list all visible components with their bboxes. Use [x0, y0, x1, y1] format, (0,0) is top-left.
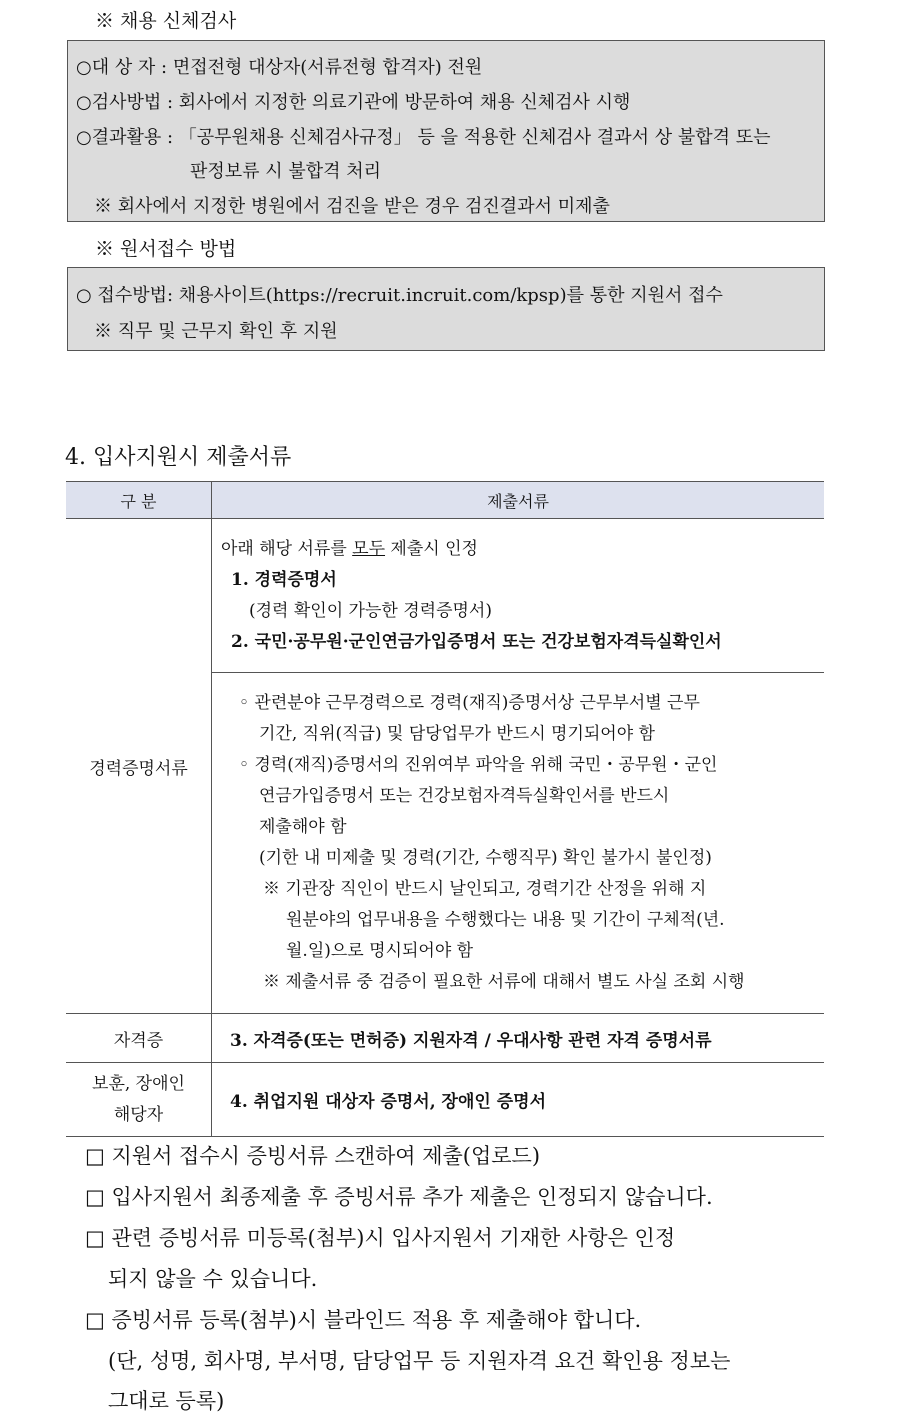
- career-notes-cell: [212, 673, 825, 1014]
- veteran-label: 보훈, 장애인 해당자: [66, 1063, 212, 1137]
- career-note-line: (기한 내 미제출 및 경력(기간, 수행직무) 확인 불가시 불인정): [259, 848, 712, 868]
- career-item-1-note: (경력 확인이 가능한 경력증명서): [249, 600, 492, 621]
- application-heading: ※ 원서접수 방법: [95, 238, 237, 260]
- career-note-line: 월.일)으로 명시되어야 함: [286, 941, 474, 961]
- table-row: [66, 1014, 824, 1063]
- cert-docs: 3. 자격증(또는 면허증) 지원자격 / 우대사항 관련 자격 증명서류: [212, 1014, 825, 1063]
- footer-note: □ 입사지원서 최종제출 후 증빙서류 추가 제출은 인정되지 않습니다.: [85, 1185, 713, 1209]
- career-docs-cell: [212, 519, 825, 673]
- section-title: 4. 입사지원시 제출서류: [65, 445, 292, 470]
- application-method: ○ 접수방법: 채용사이트(https://recruit.incruit.com/kpsp)를 통한 지원서 접수: [76, 285, 723, 306]
- table-header-documents: 제출서류: [212, 482, 825, 519]
- career-item-2: 2. 국민·공무원·군인연금가입증명서 또는 건강보험자격득실확인서: [231, 631, 722, 652]
- health-check-box: [67, 40, 825, 222]
- career-item-1: 1. 경력증명서: [231, 569, 337, 590]
- career-intro: 아래 해당 서류를 모두 제출시 인정: [221, 538, 478, 559]
- cert-label: 자격증: [66, 1014, 212, 1063]
- footer-note: 그대로 등록): [108, 1389, 225, 1413]
- footer-note: □ 지원서 접수시 증빙서류 스캔하여 제출(업로드): [85, 1144, 541, 1168]
- health-check-method: ○검사방법 : 회사에서 지정한 의료기관에 방문하여 채용 신체검사 시행: [76, 92, 631, 113]
- footer-note: (단, 성명, 회사명, 부서명, 담당업무 등 지원자격 요건 확인용 정보는: [108, 1349, 731, 1373]
- health-check-target: ○대 상 자 : 면접전형 대상자(서류전형 합격자) 전원: [76, 57, 483, 78]
- footer-note: □ 관련 증빙서류 미등록(첨부)시 입사지원서 기재한 사항은 인정: [85, 1226, 676, 1250]
- health-check-heading: ※ 채용 신체검사: [95, 10, 237, 32]
- health-check-result-cont: 판정보류 시 불합격 처리: [190, 161, 382, 182]
- health-check-note: ※ 회사에서 지정한 병원에서 검진을 받은 경우 검진결과서 미제출: [94, 196, 610, 217]
- career-note-line: ◦ 경력(재직)증명서의 진위여부 파악을 위해 국민・공무원・군인: [239, 755, 718, 775]
- table-row: [66, 519, 824, 673]
- career-note-line: ◦ 관련분야 근무경력으로 경력(재직)증명서상 근무부서별 근무: [239, 693, 700, 713]
- career-note-line: 기간, 직위(직급) 및 담당업무가 반드시 명기되어야 함: [259, 724, 655, 744]
- footer-note: 되지 않을 수 있습니다.: [108, 1267, 318, 1291]
- career-note-line: 원분야의 업무내용을 수행했다는 내용 및 기간이 구체적(년.: [286, 910, 725, 930]
- table-header-category: 구 분: [66, 482, 212, 519]
- footer-note: □ 증빙서류 등록(첨부)시 블라인드 적용 후 제출해야 합니다.: [85, 1308, 642, 1332]
- application-note: ※ 직무 및 근무지 확인 후 지원: [94, 321, 338, 342]
- career-note-line: 연금가입증명서 또는 건강보험자격득실확인서를 반드시: [259, 786, 670, 806]
- table-header-row: [66, 482, 824, 519]
- veteran-docs: 4. 취업지원 대상자 증명서, 장애인 증명서: [212, 1063, 825, 1137]
- career-label: 경력증명서류: [66, 519, 212, 1014]
- career-note-line: ※ 기관장 직인이 반드시 날인되고, 경력기간 산정을 위해 지: [263, 879, 707, 899]
- application-box: [67, 267, 825, 351]
- documents-table: [66, 481, 824, 1137]
- table-row: [66, 1063, 824, 1137]
- career-note-line: ※ 제출서류 중 검증이 필요한 서류에 대해서 별도 사실 조회 시행: [263, 972, 745, 992]
- health-check-result: ○결과활용 : 「공무원채용 신체검사규정」 등 을 적용한 신체검사 결과서 상 불합격 또는: [76, 127, 771, 148]
- career-note-line: 제출해야 함: [259, 817, 347, 837]
